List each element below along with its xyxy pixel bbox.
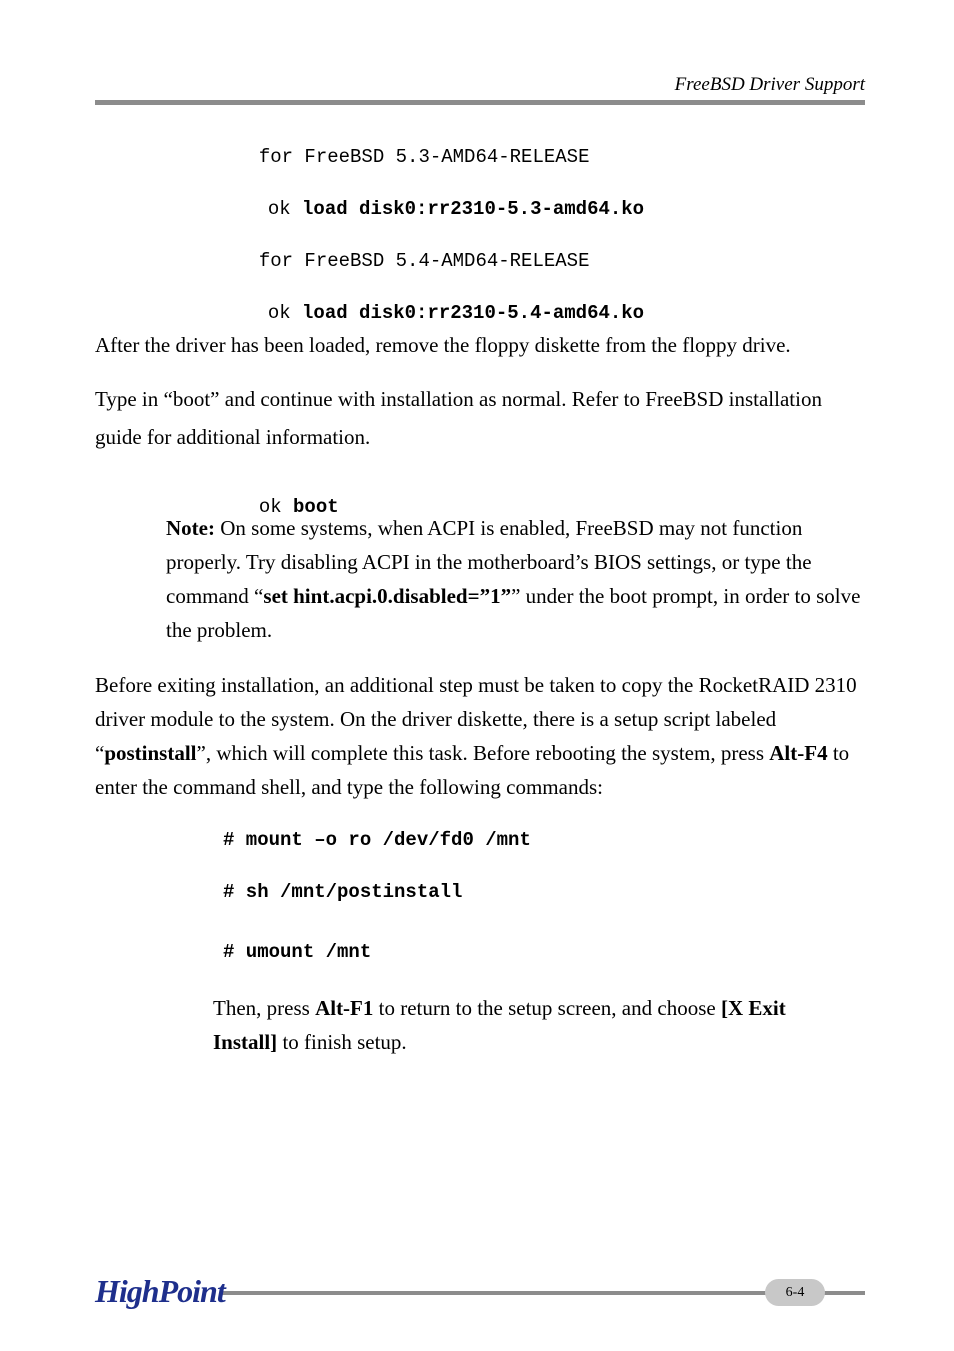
paragraph-driver-loaded: After the driver has been loaded, remove the floppy diskette from the floppy drive. [95,333,791,357]
para-bold: [X Exit Install] [213,996,786,1054]
para-bold: Alt-F1 [315,996,374,1020]
paragraph-type-boot: Type in “boot” and continue with installation as normal. Refer to FreeBSD installation guide for additional information. [95,387,822,449]
shell-command-mount: # mount –o ro /dev/fd0 /mnt [223,829,531,851]
paragraph-exit-install [213,991,853,1059]
note-text: ” under the boot prompt, in order to solve the problem. [166,584,861,642]
code-line-1 [236,124,589,168]
para-text: Then, press [213,996,316,1020]
para-text: to return to the setup screen, and choose [373,996,721,1020]
code-plain: ok [267,302,303,324]
code-bold: load disk0:rr2310-5.3-amd64.ko [302,198,645,220]
para-bold: Alt-F4 [769,741,828,765]
para-bold: postinstall [104,741,197,765]
shell-command-postinstall: # sh /mnt/postinstall [223,881,463,903]
code-bold: load disk0:rr2310-5.4-amd64.ko [302,302,645,324]
header-divider [95,100,865,105]
paragraph-postinstall [95,668,870,804]
code-plain: for FreeBSD 5.4-AMD64-RELEASE [258,250,590,272]
code-bold: boot [293,496,339,518]
note-paragraph [166,511,866,647]
page-number-badge: 6-4 [765,1279,825,1306]
note-label: Note: [166,516,215,540]
header-title: FreeBSD Driver Support [674,74,865,95]
code-plain: ok [258,496,294,518]
para-text: ”, which will complete this task. Before rebooting the system, press [196,741,770,765]
note-text: On some systems, when ACPI is enabled, FreeBSD may not function properly. Try disabling ACPI in the motherboard’s BIOS settings, or type the command “ [166,516,812,608]
highpoint-logo: HighPoint [95,1273,225,1309]
code-line-2 [245,176,644,220]
para-text: Before exiting installation, an additional step must be taken to copy the RocketRAID 2310 driver module to the system. On the driver diskette, there is a setup script labeled “ [95,673,857,765]
shell-command-umount: # umount /mnt [223,941,372,963]
para-text: to finish setup. [277,1030,407,1054]
code-plain: ok [267,198,303,220]
note-command: set hint.acpi.0.disabled=”1” [263,584,512,608]
code-line-4 [245,280,644,324]
para-text: to enter the command shell, and type the following commands: [95,741,850,799]
code-line-3 [236,228,589,272]
code-plain: for FreeBSD 5.3-AMD64-RELEASE [258,146,590,168]
